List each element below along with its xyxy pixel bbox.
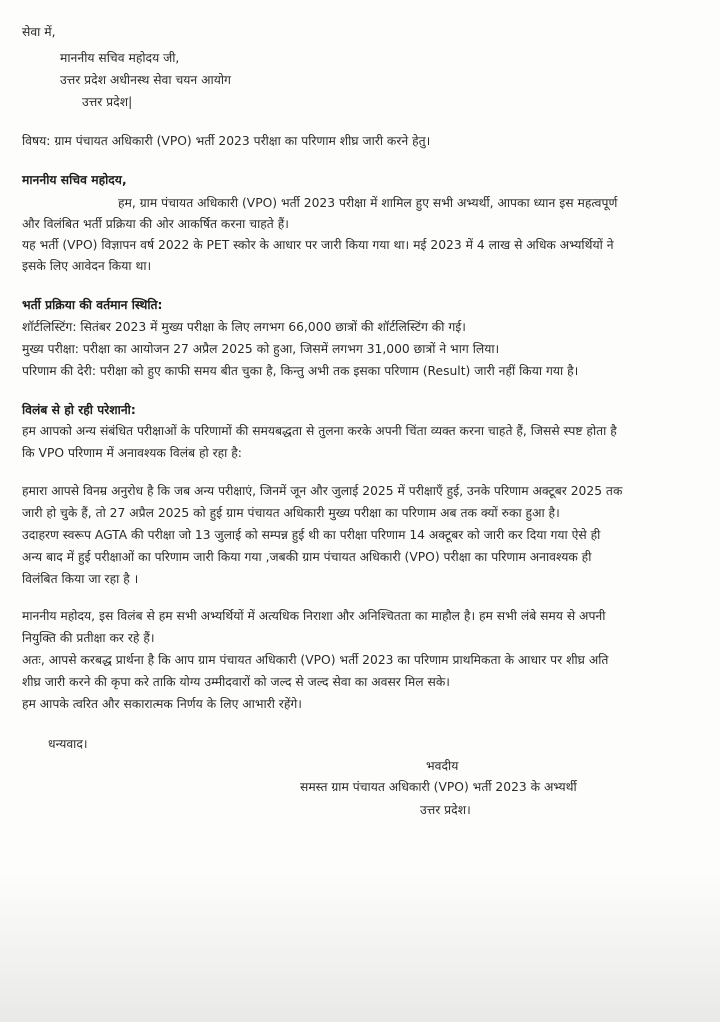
status-heading: भर्ती प्रक्रिया की वर्तमान स्थिति: — [22, 298, 163, 312]
request-line: अन्य बाद में हुई परीक्षाओं का परिणाम जारी किया गया ,जबकी ग्राम पंचायत अधिकारी (VPO) परीक्षा का परिणाम अनावश्यक ही — [22, 550, 592, 564]
thanks: धन्यवाद। — [48, 737, 88, 751]
status-line: मुख्य परीक्षा: परीक्षा का आयोजन 27 अप्रैल 2025 को हुआ, जिसमें लगभग 31,000 छात्रों ने भाग लिया। — [22, 342, 500, 356]
salutation: सेवा में, — [22, 25, 56, 39]
intro-line: यह भर्ती (VPO) विज्ञापन वर्ष 2022 के PET स्कोर के आधार पर जारी किया गया था। मई 2023 में 4 लाख से अधिक अभ्यर्थियों ने — [22, 238, 614, 252]
delay-heading: विलंब से हो रही परेशानी: — [22, 403, 136, 417]
intro-line: इसके लिए आवेदन किया था। — [22, 259, 152, 273]
status-line: शॉर्टलिस्टिंग: सितंबर 2023 में मुख्य परीक्षा के लिए लगभग 66,000 छात्रों की शॉर्टलिस्टिंग की गई। — [22, 320, 466, 334]
closing-line: हम आपके त्वरित और सकारात्मक निर्णय के लिए आभारी रहेंगे। — [22, 697, 302, 711]
request-line: हमारा आपसे विनम्र अनुरोध है कि जब अन्य परीक्षाएं, जिनमें जून और जुलाई 2025 में परीक्षाएँ हुई, उनके परिणाम अक्टूबर 2025 तक — [22, 484, 623, 498]
intro-line: और विलंबित भर्ती प्रक्रिया की ओर आकर्षित करना चाहते हैं। — [22, 217, 289, 231]
status-line: परिणाम की देरी: परीक्षा को हुए काफी समय बीत चुका है, किन्तु अभी तक इसका परिणाम (Result) जारी नहीं किया गया है। — [22, 364, 579, 378]
delay-line: हम आपको अन्य संबंधित परीक्षाओं के परिणामों की समयबद्धता से तुलना करके अपनी चिंता व्यक्त करना चाहते हैं, जिससे स्पष्ट होता है — [22, 424, 617, 438]
signature-closing: भवदीय — [426, 759, 459, 773]
letter-subject: विषय: ग्राम पंचायत अधिकारी (VPO) भर्ती 2023 परीक्षा का परिणाम शीघ्र जारी करने हेतु। — [22, 134, 431, 148]
closing-line: अतः, आपसे करबद्ध प्रार्थना है कि आप ग्राम पंचायत अधिकारी (VPO) भर्ती 2023 का परिणाम प्राथमिकता के आधार पर शीघ्र अति — [22, 653, 609, 667]
request-line: उदाहरण स्वरूप AGTA की परीक्षा जो 13 जुलाई को सम्पन्न हुई थी का परीक्षा परिणाम 14 अक्टूबर को जारी कर दिया गया ऐसे ही — [22, 528, 601, 542]
recipient-title: माननीय सचिव महोदय जी, — [60, 51, 180, 65]
recipient-state: उत्तर प्रदेश| — [82, 95, 133, 109]
delay-line: कि VPO परिणाम में अनावश्यक विलंब हो रहा है: — [22, 446, 242, 460]
request-line: विलंबित किया जा रहा है । — [22, 572, 139, 586]
closing-line: माननीय महोदय, इस विलंब से हम सभी अभ्यर्थियों में अत्यधिक निराशा और अनिश्चितता का माहौल है। हम सभी लंबे समय से अपनी — [22, 609, 606, 623]
intro-line: हम, ग्राम पंचायत अधिकारी (VPO) भर्ती 2023 परीक्षा में शामिल हुए सभी अभ्यर्थी, आपका ध्यान इस महत्वपूर्ण — [118, 196, 618, 210]
letter-greeting: माननीय सचिव महोदय, — [22, 173, 127, 187]
signature-state: उत्तर प्रदेश। — [420, 803, 471, 817]
signature-sender: समस्त ग्राम पंचायत अधिकारी (VPO) भर्ती 2023 के अभ्यर्थी — [300, 780, 577, 794]
request-line: जारी हो चुके हैं, तो 27 अप्रैल 2025 को हुई ग्राम पंचायत अधिकारी मुख्य परीक्षा का परिणाम अब तक क्यों रुका हुआ है। — [22, 506, 560, 520]
page-bottom-shade — [0, 872, 720, 1022]
recipient-organization: उत्तर प्रदेश अधीनस्थ सेवा चयन आयोग — [60, 73, 231, 87]
closing-line: शीघ्र जारी करने की कृपा करे ताकि योग्य उम्मीदवारों को जल्द से जल्द सेवा का अवसर मिल सके। — [22, 675, 450, 689]
closing-line: नियुक्ति की प्रतीक्षा कर रहे हैं। — [22, 631, 155, 645]
